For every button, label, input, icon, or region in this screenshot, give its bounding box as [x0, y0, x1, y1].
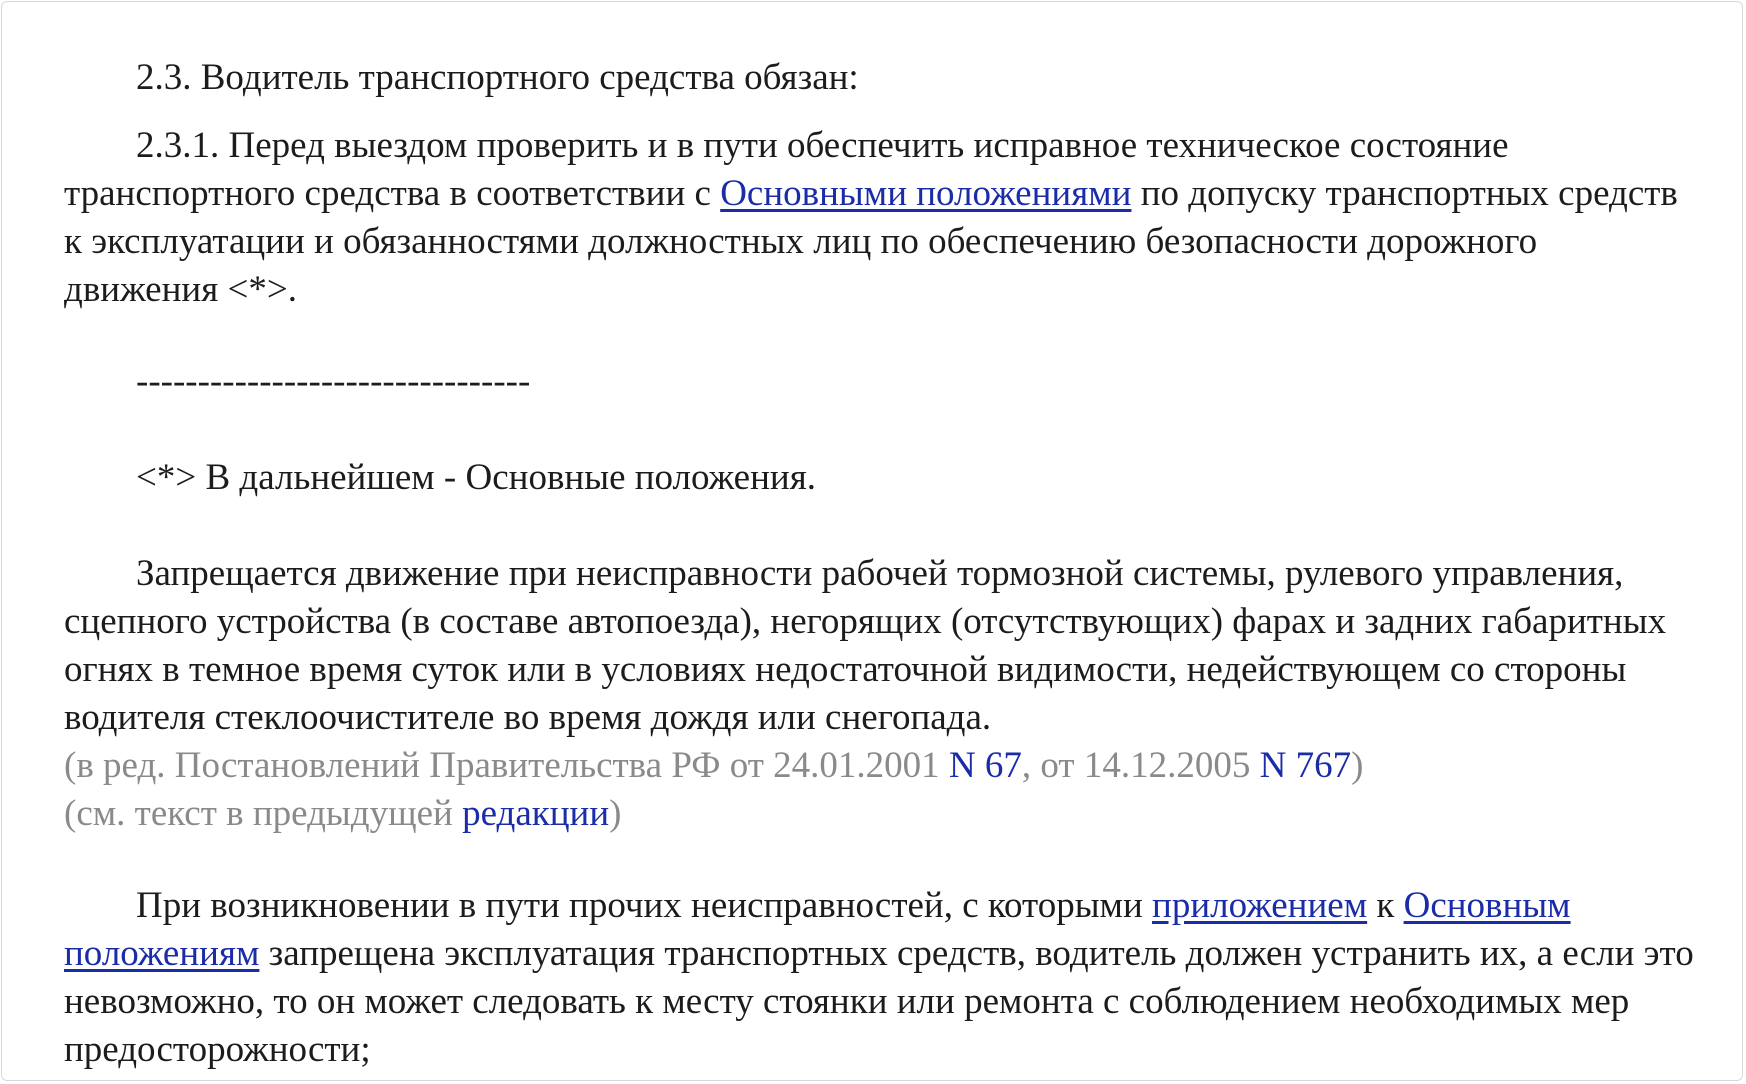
paragraph-prohibition: Запрещается движение при неисправности рабочей тормозной системы, рулевого управления, сцепного устройства (в составе автопоезда), негорящих (отсутствующих) фарах и задних габаритных огнях в темное время суток или в условиях недостаточной видимости, недействующем со стороны водителя стеклоочистителе во время дождя или снегопада. — [64, 553, 1667, 738]
p1-text-before: 2.3.1. Перед выездом проверить и в пути обеспечить исправное техническое состояние транспортного средства в соответствии с — [64, 125, 1509, 214]
previous-edition-note — [64, 790, 1694, 838]
link-n767[interactable]: N 767 — [1259, 745, 1352, 786]
amend-prefix: (в ред. Постановлений Правительства РФ от 24.01.2001 — [64, 745, 949, 786]
p3-text-middle: к — [1367, 885, 1404, 926]
paragraph-2-3-1 — [64, 122, 1694, 314]
footnote-text: <*> В дальнейшем - Основные положения. — [136, 457, 816, 498]
p3-text-before: При возникновении в пути прочих неисправностей, с которыми — [136, 885, 1153, 926]
p1-text-after: по допуску транспортных средств к эксплуатации и обязанностями должностных лиц по обеспечению безопасности дорожного движения <*>. — [64, 173, 1678, 310]
paragraph-other-faults — [64, 882, 1694, 1074]
document-body — [64, 54, 1694, 1074]
amend-suffix: ) — [1351, 745, 1364, 786]
section-heading: 2.3. Водитель транспортного средства обязан: — [136, 57, 859, 98]
link-basic-provisions[interactable]: Основными положениями — [720, 173, 1132, 214]
link-n67[interactable]: N 67 — [948, 745, 1022, 786]
link-basic-provisions-2[interactable]: Основным положениям — [64, 885, 1571, 974]
link-previous-edition[interactable]: редакции — [462, 793, 610, 834]
link-appendix[interactable]: приложением — [1152, 885, 1368, 926]
amendment-note — [64, 742, 1694, 790]
footnote-separator: -------------------------------- — [136, 361, 531, 402]
prev-suffix: ) — [609, 793, 622, 834]
amend-middle: , от 14.12.2005 — [1021, 745, 1260, 786]
prev-prefix: (см. текст в предыдущей — [64, 793, 463, 834]
p3-text-after: запрещена эксплуатация транспортных средств, водитель должен устранить их, а если это невозможно, то он может следовать к месту стоянки или ремонта с соблюдением необходимых мер предосторожности; — [64, 933, 1694, 1070]
